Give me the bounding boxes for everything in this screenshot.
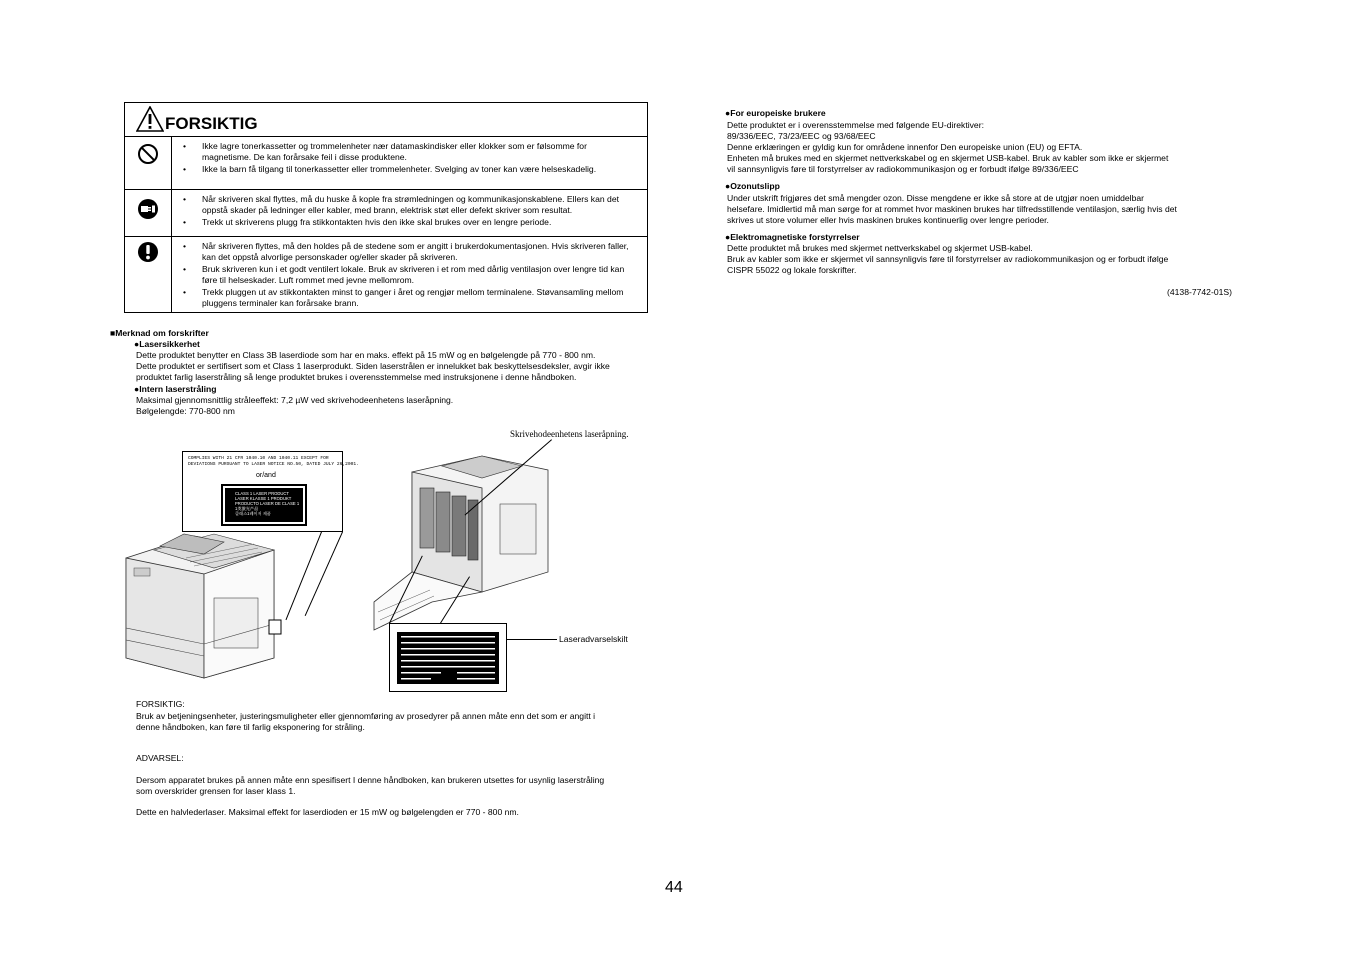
printer-open-illustration [372,452,552,632]
emi-text: Dette produktet må brukes med skjermet nettverkskabel og skjermet USB-kabel. Bruk av kabler som ikke er skjermet vil sannsynligvis føre til forstyrrelser av radiokommunikasjon og er forbudt ifølge CISPR 55022 og lokale forskrifter. [727,243,1169,275]
internal-radiation-text: Maksimal gjennomsnittlig stråleeffekt: 7,2 µW ved skrivehodeenhetens laseråpning. Bølgelengde: 770-800 nm [136,395,454,416]
warning-text-block [397,632,499,684]
caution-table [124,102,648,313]
eu-heading: ●For europeiske brukere [725,108,826,118]
unplug-icon [137,198,159,220]
list-item: • Bruk skriveren kun i et godt ventilert lokale. Bruk av skriveren i et rom med dårlig ventilasjon over lengre tid kan føre til helseskader. Luft rommet med jevne mellomrom. [183,264,638,287]
caution-list [183,194,638,228]
caution-label: FORSIKTIG: [136,699,185,709]
label-leader-line [507,639,557,640]
warning-label: ADVARSEL: [136,753,184,763]
caution-header [125,103,647,137]
laser-safety-text: Dette produktet benytter en Class 3B laserdiode som har en maks. effekt på 15 mW og en bølgelengde på 770 - 800 nm. Dette produktet er sertifisert som et Class 1 laserprodukt. Siden laserstrålen er innelukket bak beskyttelsesdeksler, avgir ikke produktet farlig laserstråling så lenge produktet brukes i overensstemmelse med instruksjonene i denne håndboken. [136,350,610,382]
list-item: • Ikke la barn få tilgang til tonerkassetter eller trommelenheter. Svelging av toner kan være helseskadelig. [183,164,638,175]
list-item: • Trekk ut skriverens plugg fra stikkontakten hvis den ikke skal brukes over en lengre periode. [183,217,638,228]
ozone-heading: ●Ozonutslipp [725,181,780,191]
caution-row [125,237,647,312]
document-code: (4138-7742-01S) [1167,287,1232,297]
emi-heading: ●Elektromagnetiske forstyrrelser [725,232,860,242]
list-item: • Ikke lagre tonerkassetter og trommelenheter nær datamaskindisker eller klokker som er følsomme for magnetisme. De kan forårsake feil i disse produktene. [183,141,638,164]
aperture-callout: Skrivehodeenhetens laseråpning. [510,429,629,439]
semiconductor-text: Dette en halvlederlaser. Maksimal effekt for laserdioden er 15 mW og bølgelengden er 770 - 800 nm. [136,807,519,817]
laser-warning-label [389,623,507,692]
ozone-text: Under utskrift frigjøres det små mengder ozon. Disse mengdene er ikke så store at de utgjør noen umiddelbar helsefare. Imidlertid må man sørge for at rommet hvor maskinen brukes har tilfredsstillende ventilasjon, særlig hvis det skrives ut store volumer eller hvis maskinen brukes kontinuerlig over lengre perioder. [727,193,1177,225]
caution-list [183,141,638,175]
list-item: • Når skriveren skal flyttes, må du huske å kople fra strømledningen og kommunikasjonskablene. Ellers kan det oppstå skader på ledninger eller kabler, med brann, elektrisk støt eller defekt skriver som resultat. [183,194,638,217]
page-number: 44 [665,879,683,896]
caution-row [125,190,647,237]
internal-radiation-heading: ●Intern laserstråling [134,384,217,394]
label-callout: Laseradvarselskilt [559,634,628,644]
caution-row [125,137,647,190]
caution-list [183,241,638,309]
warning-text: Dersom apparatet brukes på annen måte enn spesifisert I denne håndboken, kan brukeren utsettes for usynlig laserstråling som overskrider grensen for laser klass 1. [136,775,605,796]
printer-closed-illustration [124,528,304,693]
prohibition-icon [137,143,159,165]
caution-title: FORSIKTIG [165,114,258,133]
list-item: • Trekk pluggen ut av stikkontakten minst to ganger i året og rengjør mellom terminalene. Støvansamling mellom pluggens terminaler kan forårsake brann. [183,287,638,310]
caution-text: Bruk av betjeningsenheter, justeringsmuligheter eller gjennomføring av prosedyrer på annen måte enn det som er angitt i denne håndboken, kan føre til farlig eksponering for stråling. [136,711,596,732]
compliance-leader-line [305,532,343,616]
compliance-label: COMPLIES WITH 21 CFR 1040.10 AND 1040.11 EXCEPT FOR DEVIATIONS PURSUANT TO LASER NOTICE NO.50, DATED JULY 26,2001. or/and CLASS 1 LASER PRODUCT LASER KLASSE 1 PRODUKT PRODUCTO LASER DE CLASE 1 1类激光产品 클래스1레이저 제품 [182,451,343,532]
eu-text: Dette produktet er i overensstemmelse med følgende EU-direktiver: 89/336/EEC, 73/23/EEC og 93/68/EEC Denne erklæringen er gyldig kun for områdene innenfor Den europeiske union (EU) og EFTA. Enheten må brukes med en skjermet nettverkskabel og en skjermet USB-kabel. Bruk av kabler som ikke er skjermet vil sannsynligvis føre til forstyrrelser av radiokommunikasjon og er forbudt ifølge 89/336/EEC [727,120,1169,174]
regulations-heading: ■Merknad om forskrifter [110,328,209,338]
class1-label: CLASS 1 LASER PRODUCT LASER KLASSE 1 PRODUKT PRODUCTO LASER DE CLASE 1 1类激光产品 클래스1레이저 제품 [225,488,303,522]
exclamation-icon [137,241,159,263]
laser-safety-heading: ●Lasersikkerhet [134,339,200,349]
warning-triangle-icon [136,106,164,132]
list-item: • Når skriveren flyttes, må den holdes på de stedene som er angitt i brukerdokumentasjonen. Hvis skriveren faller, kan det oppstå alvorlige personskader og/eller skader på skriveren. [183,241,638,264]
